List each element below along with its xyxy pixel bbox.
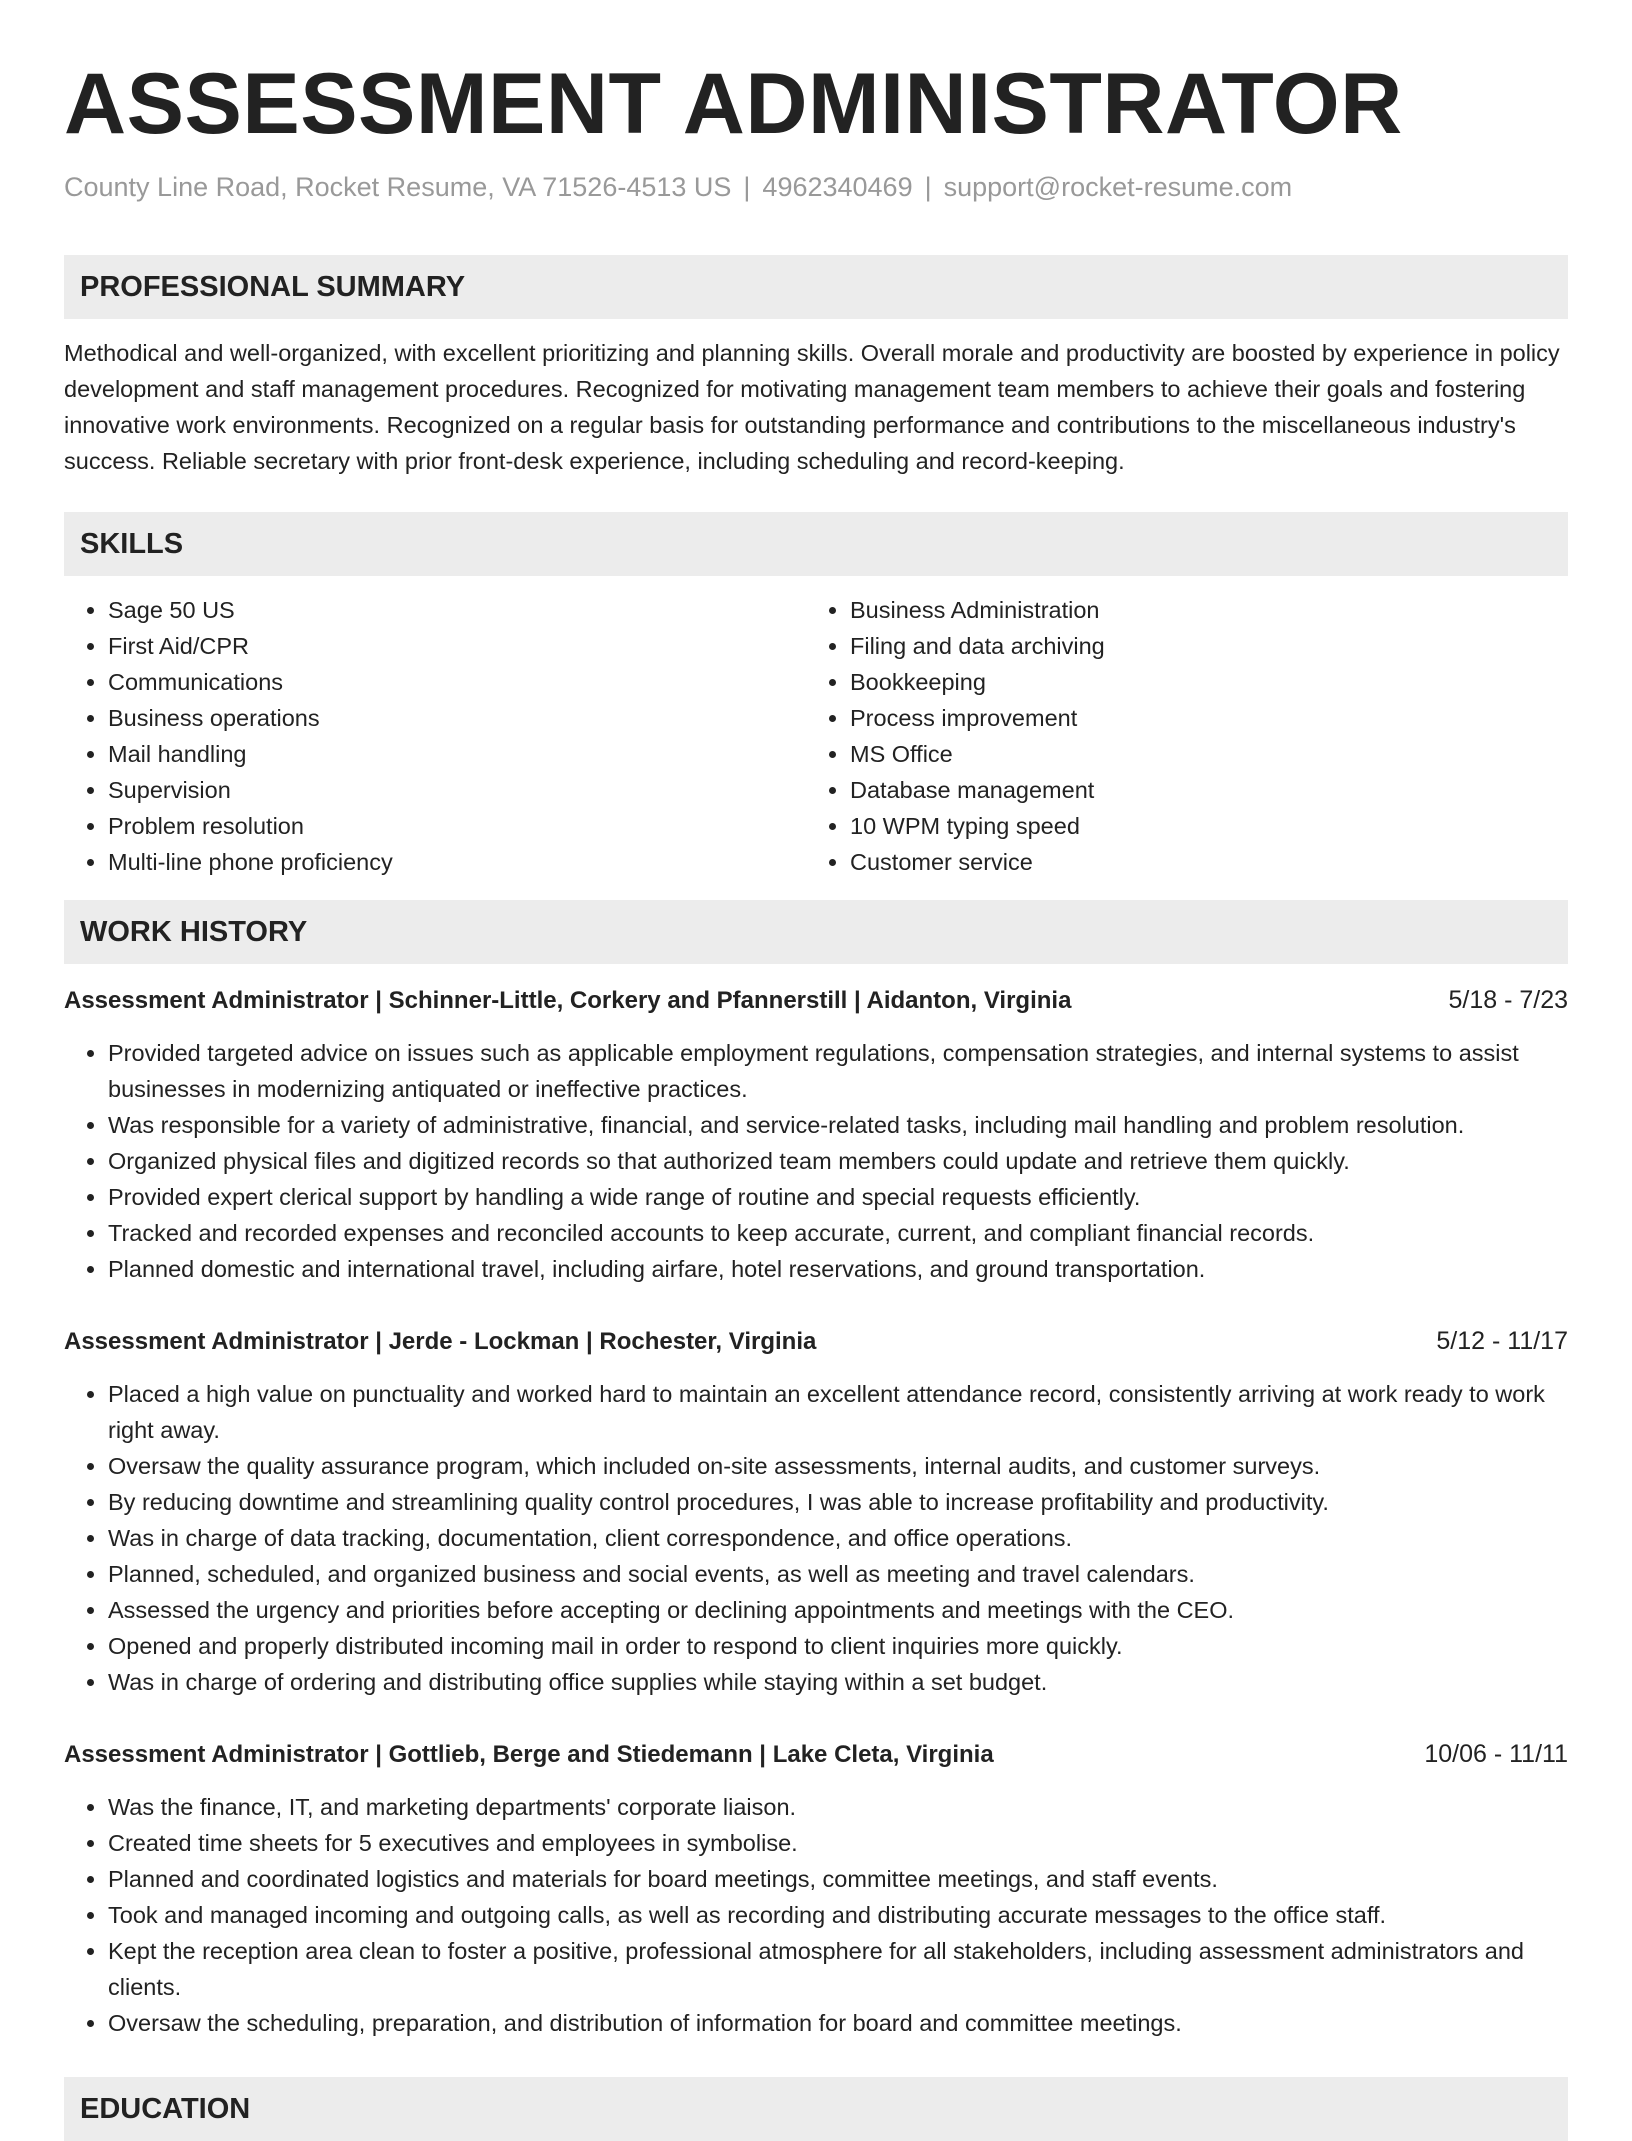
contact-phone: 4962340469: [762, 172, 913, 202]
contact-separator: |: [924, 172, 932, 202]
job-bullet: • Opened and properly distributed incoming mail in order to respond to client inquiries more quickly.: [108, 1628, 1568, 1664]
skill-item: • MS Office: [850, 736, 1548, 772]
job-bullet: • Was the finance, IT, and marketing departments' corporate liaison.: [108, 1789, 1568, 1825]
resume-page: [64, 0, 1568, 2141]
contact-separator: |: [743, 172, 751, 202]
summary-text: Methodical and well-organized, with excellent prioritizing and planning skills. Overall morale and productivity are boosted by experience in policy development and staff management procedures. Recognized for motivating management team members to achieve their goals and fostering innovative work environments. Recognized on a regular basis for outstanding performance and contributions to the miscellaneous industry's success. Reliable secretary with prior front-desk experience, including scheduling and record-keeping.: [64, 340, 1560, 474]
job-bullet: • Assessed the urgency and priorities before accepting or declining appointments and meetings with the CEO.: [108, 1592, 1568, 1628]
section-header-education: EDUCATION: [64, 2077, 1568, 2141]
skills-grid: [64, 592, 1568, 880]
skill-item: • Bookkeeping: [850, 664, 1548, 700]
job-bullet: • Tracked and recorded expenses and reconciled accounts to keep accurate, current, and compliant financial records.: [108, 1215, 1568, 1251]
job-header: [64, 1323, 1568, 1360]
skills-column-left: [64, 592, 806, 880]
job-bullet: • Provided expert clerical support by handling a wide range of routine and special requests efficiently.: [108, 1179, 1568, 1215]
job-bullet: • Planned and coordinated logistics and materials for board meetings, committee meetings, and staff events.: [108, 1861, 1568, 1897]
skill-item: • 10 WPM typing speed: [850, 808, 1548, 844]
skill-item: • Communications: [108, 664, 806, 700]
skill-item: • Supervision: [108, 772, 806, 808]
skills-column-right: [806, 592, 1548, 880]
job-entry: [64, 1323, 1568, 1700]
skill-item: • Customer service: [850, 844, 1548, 880]
job-dates: 5/12 - 11/17: [1436, 1327, 1568, 1355]
skill-item: • Filing and data archiving: [850, 628, 1548, 664]
job-bullet: • Took and managed incoming and outgoing calls, as well as recording and distributing accurate messages to the office staff.: [108, 1897, 1568, 1933]
job-bullet: • Organized physical files and digitized records so that authorized team members could update and retrieve them quickly.: [108, 1143, 1568, 1179]
job-bullets: [64, 1035, 1568, 1287]
job-bullet: • Was responsible for a variety of administrative, financial, and service-related tasks, including mail handling and problem resolution.: [108, 1107, 1568, 1143]
contact-line: [64, 170, 1568, 204]
skill-item: • Mail handling: [108, 736, 806, 772]
section-header-skills: SKILLS: [64, 512, 1568, 576]
contact-address: County Line Road, Rocket Resume, VA 71526-4513 US: [64, 172, 732, 202]
job-entry: [64, 1736, 1568, 2041]
skill-item: • Business operations: [108, 700, 806, 736]
skill-item: • Process improvement: [850, 700, 1548, 736]
job-bullets: [64, 1376, 1568, 1700]
contact-email: support@rocket-resume.com: [943, 172, 1293, 202]
job-dates: 10/06 - 11/11: [1424, 1740, 1568, 1768]
skill-item: • Sage 50 US: [108, 592, 806, 628]
job-bullet: • Planned, scheduled, and organized business and social events, as well as meeting and travel calendars.: [108, 1556, 1568, 1592]
skill-item: • Database management: [850, 772, 1548, 808]
skill-item: • Multi-line phone proficiency: [108, 844, 806, 880]
job-bullet: • Planned domestic and international travel, including airfare, hotel reservations, and ground transportation.: [108, 1251, 1568, 1287]
job-bullet: • Was in charge of ordering and distributing office supplies while staying within a set budget.: [108, 1664, 1568, 1700]
job-bullets: [64, 1789, 1568, 2041]
section-header-summary: PROFESSIONAL SUMMARY: [64, 255, 1568, 319]
job-title: Assessment Administrator | Gottlieb, Berge and Stiedemann | Lake Cleta, Virginia: [64, 1741, 994, 1768]
job-header: [64, 1736, 1568, 1773]
skill-item: • Business Administration: [850, 592, 1548, 628]
job-bullet: • Placed a high value on punctuality and worked hard to maintain an excellent attendance record, consistently arriving at work ready to work right away.: [108, 1376, 1568, 1448]
job-bullet: • Was in charge of data tracking, documentation, client correspondence, and office operations.: [108, 1520, 1568, 1556]
job-header: [64, 982, 1568, 1019]
job-bullet: • Created time sheets for 5 executives and employees in symbolise.: [108, 1825, 1568, 1861]
job-bullet: • Oversaw the scheduling, preparation, and distribution of information for board and committee meetings.: [108, 2005, 1568, 2041]
skill-item: • First Aid/CPR: [108, 628, 806, 664]
job-entry: [64, 982, 1568, 1287]
section-header-work-history: WORK HISTORY: [64, 900, 1568, 964]
job-bullet: • Oversaw the quality assurance program, which included on-site assessments, internal audits, and customer surveys.: [108, 1448, 1568, 1484]
job-bullet: • By reducing downtime and streamlining quality control procedures, I was able to increase profitability and productivity.: [108, 1484, 1568, 1520]
skill-item: • Problem resolution: [108, 808, 806, 844]
job-title: Assessment Administrator | Jerde - Lockman | Rochester, Virginia: [64, 1328, 817, 1355]
job-title: Assessment Administrator | Schinner-Little, Corkery and Pfannerstill | Aidanton, Virginia: [64, 987, 1072, 1014]
resume-name: ASSESSMENT ADMINISTRATOR: [64, 56, 1403, 152]
job-bullet: • Kept the reception area clean to foster a positive, professional atmosphere for all stakeholders, including assessment administrators and clients.: [108, 1933, 1568, 2005]
job-bullet: • Provided targeted advice on issues such as applicable employment regulations, compensation strategies, and internal systems to assist businesses in modernizing antiquated or ineffective practices.: [108, 1035, 1568, 1107]
job-dates: 5/18 - 7/23: [1448, 986, 1568, 1014]
